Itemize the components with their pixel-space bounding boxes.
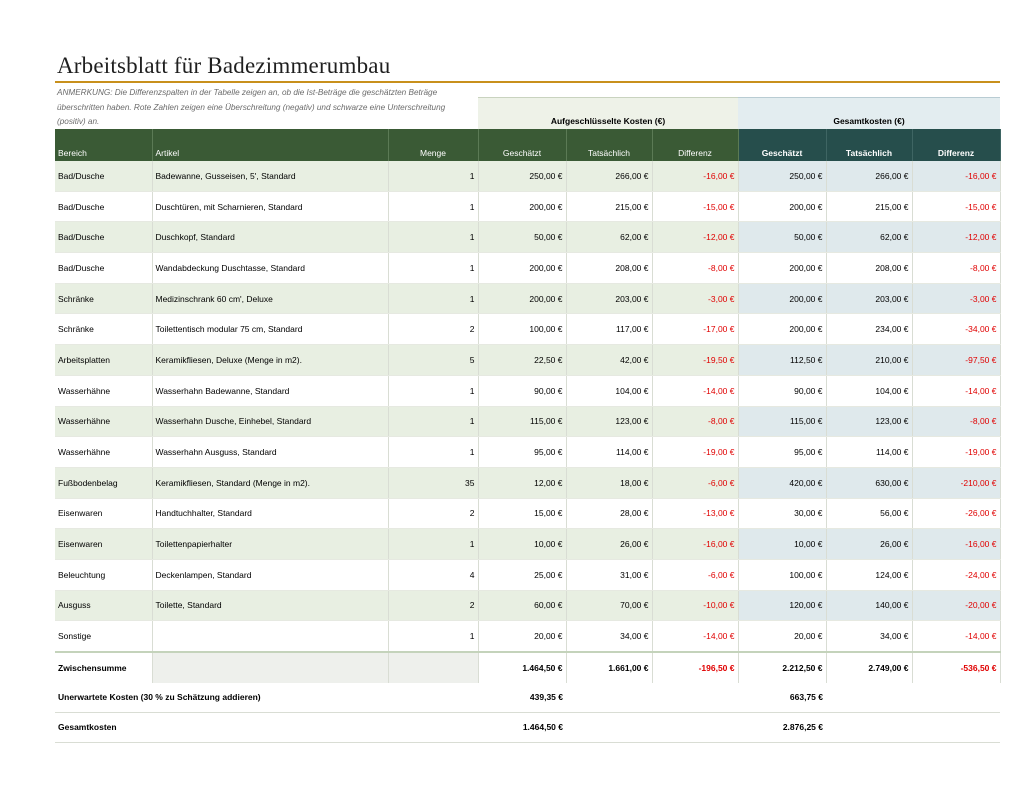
cell-quantity[interactable]: 5: [388, 345, 478, 376]
group-itemized-costs: Aufgeschlüsselte Kosten (€): [478, 98, 738, 130]
cell-actual[interactable]: 114,00 €: [566, 437, 652, 468]
cell-total-estimated[interactable]: 200,00 €: [738, 314, 826, 345]
cell-actual[interactable]: 70,00 €: [566, 590, 652, 621]
header-total-estimated[interactable]: Geschätzt: [738, 129, 826, 161]
header-quantity[interactable]: Menge: [388, 129, 478, 161]
cost-table: [55, 97, 1001, 743]
unexpected-costs-estimated[interactable]: 439,35 €: [478, 683, 566, 713]
cell-total-estimated[interactable]: 200,00 €: [738, 253, 826, 284]
cell-total-actual[interactable]: 123,00 €: [826, 406, 912, 437]
table-row: [55, 222, 1000, 253]
cell-estimated[interactable]: 115,00 €: [478, 406, 566, 437]
table-row: [55, 191, 1000, 222]
cell-area[interactable]: Bad/Dusche: [55, 222, 152, 253]
cell-area[interactable]: Bad/Dusche: [55, 191, 152, 222]
header-difference[interactable]: Differenz: [652, 129, 738, 161]
cell-area[interactable]: Bad/Dusche: [55, 253, 152, 284]
cell-quantity[interactable]: 1: [388, 253, 478, 284]
cell-difference[interactable]: -8,00 €: [652, 406, 738, 437]
cell-difference[interactable]: -16,00 €: [652, 529, 738, 560]
cell-quantity[interactable]: 1: [388, 437, 478, 468]
subtotal-difference[interactable]: -196,50 €: [652, 652, 738, 683]
cell-quantity[interactable]: 2: [388, 590, 478, 621]
cell-actual[interactable]: 208,00 €: [566, 253, 652, 284]
cell-estimated[interactable]: 50,00 €: [478, 222, 566, 253]
grand-total-estimated[interactable]: 1.464,50 €: [478, 712, 566, 742]
cell-actual[interactable]: 28,00 €: [566, 498, 652, 529]
cell-total-actual[interactable]: 114,00 €: [826, 437, 912, 468]
cell-total-actual[interactable]: 630,00 €: [826, 467, 912, 498]
header-total-difference[interactable]: Differenz: [912, 129, 1000, 161]
cell-estimated[interactable]: 25,00 €: [478, 559, 566, 590]
cell-total-difference[interactable]: -97,50 €: [912, 345, 1000, 376]
cell-actual[interactable]: 18,00 €: [566, 467, 652, 498]
cell-total-difference[interactable]: -20,00 €: [912, 590, 1000, 621]
cell-area[interactable]: Wasserhähne: [55, 406, 152, 437]
cell-estimated[interactable]: 60,00 €: [478, 590, 566, 621]
cell-total-actual[interactable]: 210,00 €: [826, 345, 912, 376]
table-row: [55, 559, 1000, 590]
header-estimated[interactable]: Geschätzt: [478, 129, 566, 161]
subtotal-total-estimated[interactable]: 2.212,50 €: [738, 652, 826, 683]
table-row: [55, 406, 1000, 437]
cell-total-difference[interactable]: -24,00 €: [912, 559, 1000, 590]
cell-total-difference[interactable]: -16,00 €: [912, 161, 1000, 191]
cell-actual[interactable]: 34,00 €: [566, 621, 652, 652]
cell-total-difference[interactable]: -12,00 €: [912, 222, 1000, 253]
cell-difference[interactable]: -19,00 €: [652, 437, 738, 468]
cell-difference[interactable]: -6,00 €: [652, 467, 738, 498]
cell-quantity[interactable]: 1: [388, 621, 478, 652]
subtotal-total-actual[interactable]: 2.749,00 €: [826, 652, 912, 683]
cell-total-estimated[interactable]: 420,00 €: [738, 467, 826, 498]
cell-total-estimated[interactable]: 20,00 €: [738, 621, 826, 652]
cell-estimated[interactable]: 95,00 €: [478, 437, 566, 468]
cell-total-difference[interactable]: -3,00 €: [912, 283, 1000, 314]
cell-actual[interactable]: 26,00 €: [566, 529, 652, 560]
grand-total-total[interactable]: 2.876,25 €: [738, 712, 826, 742]
cell-difference[interactable]: -15,00 €: [652, 191, 738, 222]
table-row: [55, 590, 1000, 621]
cell-actual[interactable]: 203,00 €: [566, 283, 652, 314]
cell-difference[interactable]: -12,00 €: [652, 222, 738, 253]
cell-difference[interactable]: -14,00 €: [652, 375, 738, 406]
cell-difference[interactable]: -6,00 €: [652, 559, 738, 590]
cell-total-difference[interactable]: -34,00 €: [912, 314, 1000, 345]
cell-total-estimated[interactable]: 100,00 €: [738, 559, 826, 590]
cell-area[interactable]: Wasserhähne: [55, 437, 152, 468]
cell-total-actual[interactable]: 56,00 €: [826, 498, 912, 529]
cell-item[interactable]: Toilette, Standard: [152, 590, 388, 621]
cell-area[interactable]: Sonstige: [55, 621, 152, 652]
header-area[interactable]: Bereich: [55, 129, 152, 161]
cell-quantity[interactable]: 1: [388, 529, 478, 560]
table-row: [55, 314, 1000, 345]
cell-item[interactable]: Toilettenpapierhalter: [152, 529, 388, 560]
table-row: [55, 621, 1000, 652]
cell-item[interactable]: Wasserhahn Badewanne, Standard: [152, 375, 388, 406]
page-title: Arbeitsblatt für Badezimmerumbau: [57, 53, 391, 78]
cell-item[interactable]: Medizinschrank 60 cm', Deluxe: [152, 283, 388, 314]
table-row: [55, 283, 1000, 314]
cell-area[interactable]: Schränke: [55, 314, 152, 345]
cell-area[interactable]: Wasserhähne: [55, 375, 152, 406]
cell-actual[interactable]: 42,00 €: [566, 345, 652, 376]
cell-difference[interactable]: -8,00 €: [652, 253, 738, 284]
cell-quantity[interactable]: 1: [388, 191, 478, 222]
cell-actual[interactable]: 117,00 €: [566, 314, 652, 345]
cell-item[interactable]: Badewanne, Gusseisen, 5', Standard: [152, 161, 388, 191]
cell-total-estimated[interactable]: 250,00 €: [738, 161, 826, 191]
cell-estimated[interactable]: 100,00 €: [478, 314, 566, 345]
note-text: ANMERKUNG: Die Differenzspalten in der Tabelle zeigen an, ob die Ist-Beträge die geschätzten Beträge überschritten haben. Rote Zahlen zeigen eine Überschreitung (negativ) und schwarze eine Unterschreitung (positiv) an.: [57, 88, 446, 126]
cell-item[interactable]: Keramikfliesen, Standard (Menge in m2).: [152, 467, 388, 498]
cell-total-difference[interactable]: -210,00 €: [912, 467, 1000, 498]
cell-total-difference[interactable]: -19,00 €: [912, 437, 1000, 468]
cell-actual[interactable]: 123,00 €: [566, 406, 652, 437]
cell-area[interactable]: Arbeitsplatten: [55, 345, 152, 376]
cell-actual[interactable]: 104,00 €: [566, 375, 652, 406]
cell-total-actual[interactable]: 234,00 €: [826, 314, 912, 345]
cell-quantity[interactable]: 2: [388, 498, 478, 529]
cell-item[interactable]: Deckenlampen, Standard: [152, 559, 388, 590]
cell-estimated[interactable]: 15,00 €: [478, 498, 566, 529]
cell-total-actual[interactable]: 104,00 €: [826, 375, 912, 406]
column-header-row: [55, 129, 1000, 161]
title-underline: [55, 81, 1000, 83]
subtotal-total-difference[interactable]: -536,50 €: [912, 652, 1000, 683]
cell-difference[interactable]: -16,00 €: [652, 161, 738, 191]
cell-total-actual[interactable]: 203,00 €: [826, 283, 912, 314]
cell-total-actual[interactable]: 208,00 €: [826, 253, 912, 284]
unexpected-costs-label: Unerwartete Kosten (30 % zu Schätzung addieren): [55, 683, 478, 713]
cell-total-estimated[interactable]: 200,00 €: [738, 191, 826, 222]
cell-area[interactable]: Bad/Dusche: [55, 161, 152, 191]
cell-quantity[interactable]: 4: [388, 559, 478, 590]
cell-total-estimated[interactable]: 120,00 €: [738, 590, 826, 621]
table-row: [55, 161, 1000, 191]
cell-estimated[interactable]: 10,00 €: [478, 529, 566, 560]
cell-quantity[interactable]: 2: [388, 314, 478, 345]
cell-total-actual[interactable]: 215,00 €: [826, 191, 912, 222]
cell-quantity[interactable]: 1: [388, 161, 478, 191]
cell-quantity[interactable]: 1: [388, 283, 478, 314]
cell-item[interactable]: Wandabdeckung Duschtasse, Standard: [152, 253, 388, 284]
cell-total-estimated[interactable]: 115,00 €: [738, 406, 826, 437]
cell-total-estimated[interactable]: 112,50 €: [738, 345, 826, 376]
cell-total-estimated[interactable]: 50,00 €: [738, 222, 826, 253]
subtotal-row: [55, 652, 1000, 683]
cell-difference[interactable]: -3,00 €: [652, 283, 738, 314]
table-row: [55, 467, 1000, 498]
cell-area[interactable]: Eisenwaren: [55, 498, 152, 529]
header-total-actual[interactable]: Tatsächlich: [826, 129, 912, 161]
cell-estimated[interactable]: 20,00 €: [478, 621, 566, 652]
cell-total-actual[interactable]: 266,00 €: [826, 161, 912, 191]
cell-difference[interactable]: -19,50 €: [652, 345, 738, 376]
table-row: [55, 437, 1000, 468]
grand-total-row: [55, 712, 1000, 742]
cell-estimated[interactable]: 200,00 €: [478, 191, 566, 222]
table-row: [55, 345, 1000, 376]
table-row: [55, 529, 1000, 560]
cell-item[interactable]: Duschkopf, Standard: [152, 222, 388, 253]
subtotal-actual[interactable]: 1.661,00 €: [566, 652, 652, 683]
cell-total-difference[interactable]: -14,00 €: [912, 621, 1000, 652]
cell-item[interactable]: Duschtüren, mit Scharnieren, Standard: [152, 191, 388, 222]
cell-item[interactable]: [152, 621, 388, 652]
cell-quantity[interactable]: 1: [388, 375, 478, 406]
group-header-row: [55, 98, 1000, 130]
cell-actual[interactable]: 31,00 €: [566, 559, 652, 590]
cell-estimated[interactable]: 12,00 €: [478, 467, 566, 498]
cell-item[interactable]: Wasserhahn Ausguss, Standard: [152, 437, 388, 468]
cell-actual[interactable]: 62,00 €: [566, 222, 652, 253]
cell-total-difference[interactable]: -26,00 €: [912, 498, 1000, 529]
cell-estimated[interactable]: 22,50 €: [478, 345, 566, 376]
cell-total-estimated[interactable]: 10,00 €: [738, 529, 826, 560]
subtotal-label: Zwischensumme: [55, 652, 152, 683]
cell-actual[interactable]: 266,00 €: [566, 161, 652, 191]
cell-difference[interactable]: -10,00 €: [652, 590, 738, 621]
cell-difference[interactable]: -17,00 €: [652, 314, 738, 345]
cell-difference[interactable]: -13,00 €: [652, 498, 738, 529]
unexpected-costs-total[interactable]: 663,75 €: [738, 683, 826, 713]
grand-total-label: Gesamtkosten: [55, 712, 478, 742]
cell-total-estimated[interactable]: 200,00 €: [738, 283, 826, 314]
group-total-costs: Gesamtkosten (€): [738, 98, 1000, 130]
cell-estimated[interactable]: 250,00 €: [478, 161, 566, 191]
cell-estimated[interactable]: 200,00 €: [478, 283, 566, 314]
cell-quantity[interactable]: 1: [388, 406, 478, 437]
cell-total-difference[interactable]: -15,00 €: [912, 191, 1000, 222]
cell-total-actual[interactable]: 62,00 €: [826, 222, 912, 253]
cell-area[interactable]: Fußbodenbelag: [55, 467, 152, 498]
table-row: [55, 498, 1000, 529]
cell-area[interactable]: Schränke: [55, 283, 152, 314]
table-row: [55, 375, 1000, 406]
cell-actual[interactable]: 215,00 €: [566, 191, 652, 222]
cell-estimated[interactable]: 200,00 €: [478, 253, 566, 284]
cell-total-actual[interactable]: 34,00 €: [826, 621, 912, 652]
table-row: [55, 253, 1000, 284]
cell-total-estimated[interactable]: 95,00 €: [738, 437, 826, 468]
cell-item[interactable]: Wasserhahn Dusche, Einhebel, Standard: [152, 406, 388, 437]
cell-item[interactable]: Keramikfliesen, Deluxe (Menge in m2).: [152, 345, 388, 376]
cell-area[interactable]: Eisenwaren: [55, 529, 152, 560]
cell-area[interactable]: Beleuchtung: [55, 559, 152, 590]
cell-total-actual[interactable]: 26,00 €: [826, 529, 912, 560]
cell-total-actual[interactable]: 124,00 €: [826, 559, 912, 590]
cell-difference[interactable]: -14,00 €: [652, 621, 738, 652]
cell-quantity[interactable]: 1: [388, 222, 478, 253]
cell-total-estimated[interactable]: 30,00 €: [738, 498, 826, 529]
unexpected-costs-row: [55, 683, 1000, 713]
header-actual[interactable]: Tatsächlich: [566, 129, 652, 161]
cell-estimated[interactable]: 90,00 €: [478, 375, 566, 406]
cell-area[interactable]: Ausguss: [55, 590, 152, 621]
cell-item[interactable]: Toilettentisch modular 75 cm, Standard: [152, 314, 388, 345]
header-item[interactable]: Artikel: [152, 129, 388, 161]
cell-quantity[interactable]: 35: [388, 467, 478, 498]
cell-total-difference[interactable]: -14,00 €: [912, 375, 1000, 406]
cell-total-actual[interactable]: 140,00 €: [826, 590, 912, 621]
cell-total-estimated[interactable]: 90,00 €: [738, 375, 826, 406]
cell-total-difference[interactable]: -8,00 €: [912, 406, 1000, 437]
cell-total-difference[interactable]: -8,00 €: [912, 253, 1000, 284]
subtotal-estimated[interactable]: 1.464,50 €: [478, 652, 566, 683]
cell-total-difference[interactable]: -16,00 €: [912, 529, 1000, 560]
cell-item[interactable]: Handtuchhalter, Standard: [152, 498, 388, 529]
